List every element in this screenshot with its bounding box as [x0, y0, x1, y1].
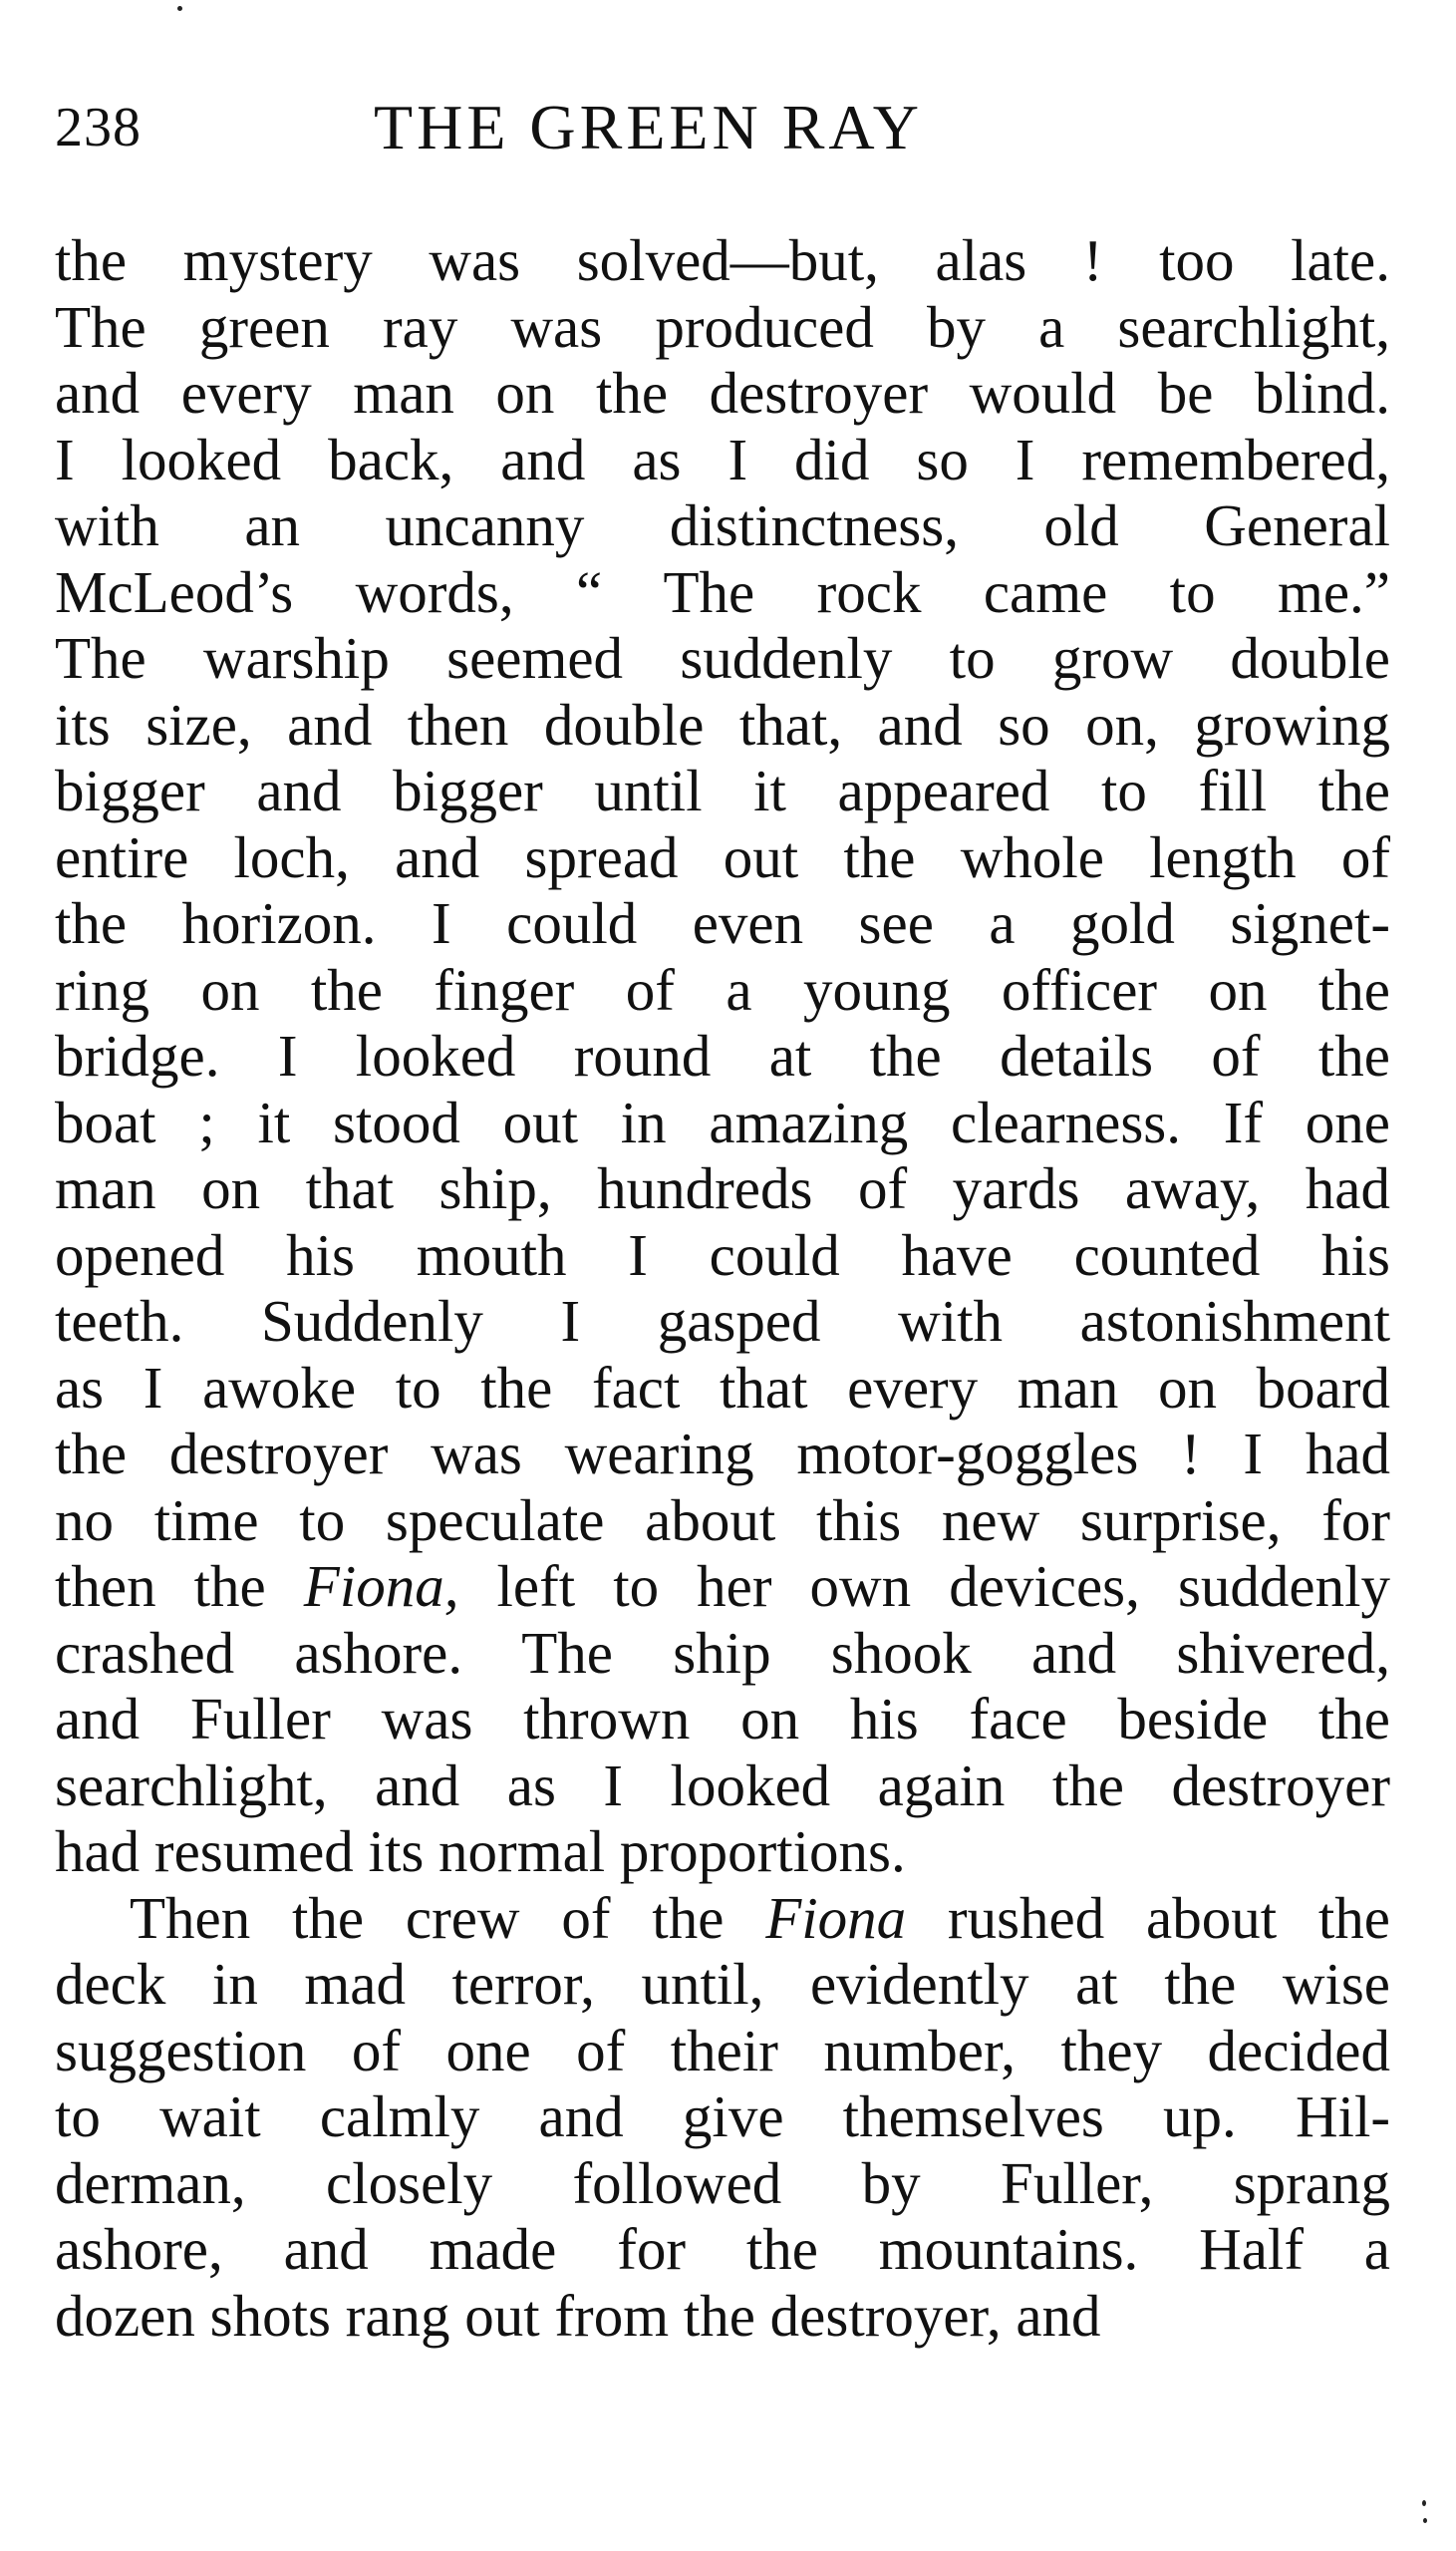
text-line — [55, 1553, 1390, 1620]
text-segment: left to her own devices, suddenly — [458, 1553, 1390, 1619]
text-line: and every man on the destroyer would be blind. — [55, 360, 1390, 426]
text-line: with an uncanny distinctness, old General — [55, 492, 1390, 558]
text-line: McLeod’s words, “ The rock came to me.” — [55, 558, 1390, 625]
text-line: opened his mouth I could have counted his — [55, 1221, 1390, 1288]
text-line: bigger and bigger until it appeared to fill the — [55, 758, 1390, 823]
text-line: the destroyer was wearing motor-goggles ! I had — [55, 1421, 1390, 1486]
text-segment: rushed about the — [906, 1884, 1390, 1951]
print-speck — [1423, 2518, 1427, 2523]
text-line: and Fuller was thrown on his face beside the — [55, 1686, 1390, 1752]
text-line: the mystery was solved—but, alas ! too late. — [55, 227, 1390, 293]
text-line: ring on the finger of a young officer on the — [55, 956, 1390, 1023]
text-line: as I awoke to the fact that every man on board — [55, 1354, 1390, 1421]
text-line: bridge. I looked round at the details of the — [55, 1023, 1390, 1089]
text-line: man on that ship, hundreds of yards away, had — [55, 1155, 1390, 1221]
text-line: its size, and then double that, and so on, growing — [55, 691, 1390, 758]
print-speck — [177, 6, 182, 11]
body-text — [55, 227, 1390, 2349]
text-line: I looked back, and as I did so I remembered, — [55, 426, 1390, 492]
text-line: to wait calmly and give themselves up. Hil- — [55, 2083, 1390, 2149]
text-line: deck in mad terror, until, evidently at the wise — [55, 1951, 1390, 2017]
text-line — [55, 1885, 1390, 1952]
text-line: dozen shots rang out from the destroyer, and — [55, 2282, 1101, 2349]
text-line: the horizon. I could even see a gold signet- — [55, 890, 1390, 956]
text-segment: then the — [55, 1553, 304, 1619]
text-line: derman, closely followed by Fuller, sprang — [55, 2149, 1390, 2216]
text-line: The warship seemed suddenly to grow double — [55, 625, 1390, 691]
text-line: crashed ashore. The ship shook and shivered, — [55, 1619, 1390, 1686]
text-line: entire loch, and spread out the whole length of — [55, 823, 1390, 890]
paragraph — [55, 227, 1390, 1885]
text-line: teeth. Suddenly I gasped with astonishment — [55, 1288, 1390, 1354]
text-line: had resumed its normal proportions. — [55, 1818, 906, 1884]
text-segment: Then the crew of the — [130, 1884, 766, 1951]
text-line: suggestion of one of their number, they decided — [55, 2017, 1390, 2083]
running-head: THE GREEN RAY — [374, 92, 923, 162]
page-number: 238 — [55, 97, 142, 159]
text-line: boat ; it stood out in amazing clearness. If one — [55, 1089, 1390, 1155]
text-line: ashore, and made for the mountains. Half a — [55, 2216, 1390, 2282]
print-speck — [1422, 2500, 1426, 2506]
text-line: no time to speculate about this new surprise, for — [55, 1486, 1390, 1553]
paragraph — [55, 1885, 1390, 2350]
text-line: The green ray was produced by a searchlight, — [55, 293, 1390, 360]
page-header — [55, 88, 1390, 167]
ship-name-italic: Fiona — [765, 1884, 907, 1951]
text-line: searchlight, and as I looked again the destroyer — [55, 1752, 1390, 1818]
ship-name-italic: Fiona, — [303, 1553, 459, 1619]
